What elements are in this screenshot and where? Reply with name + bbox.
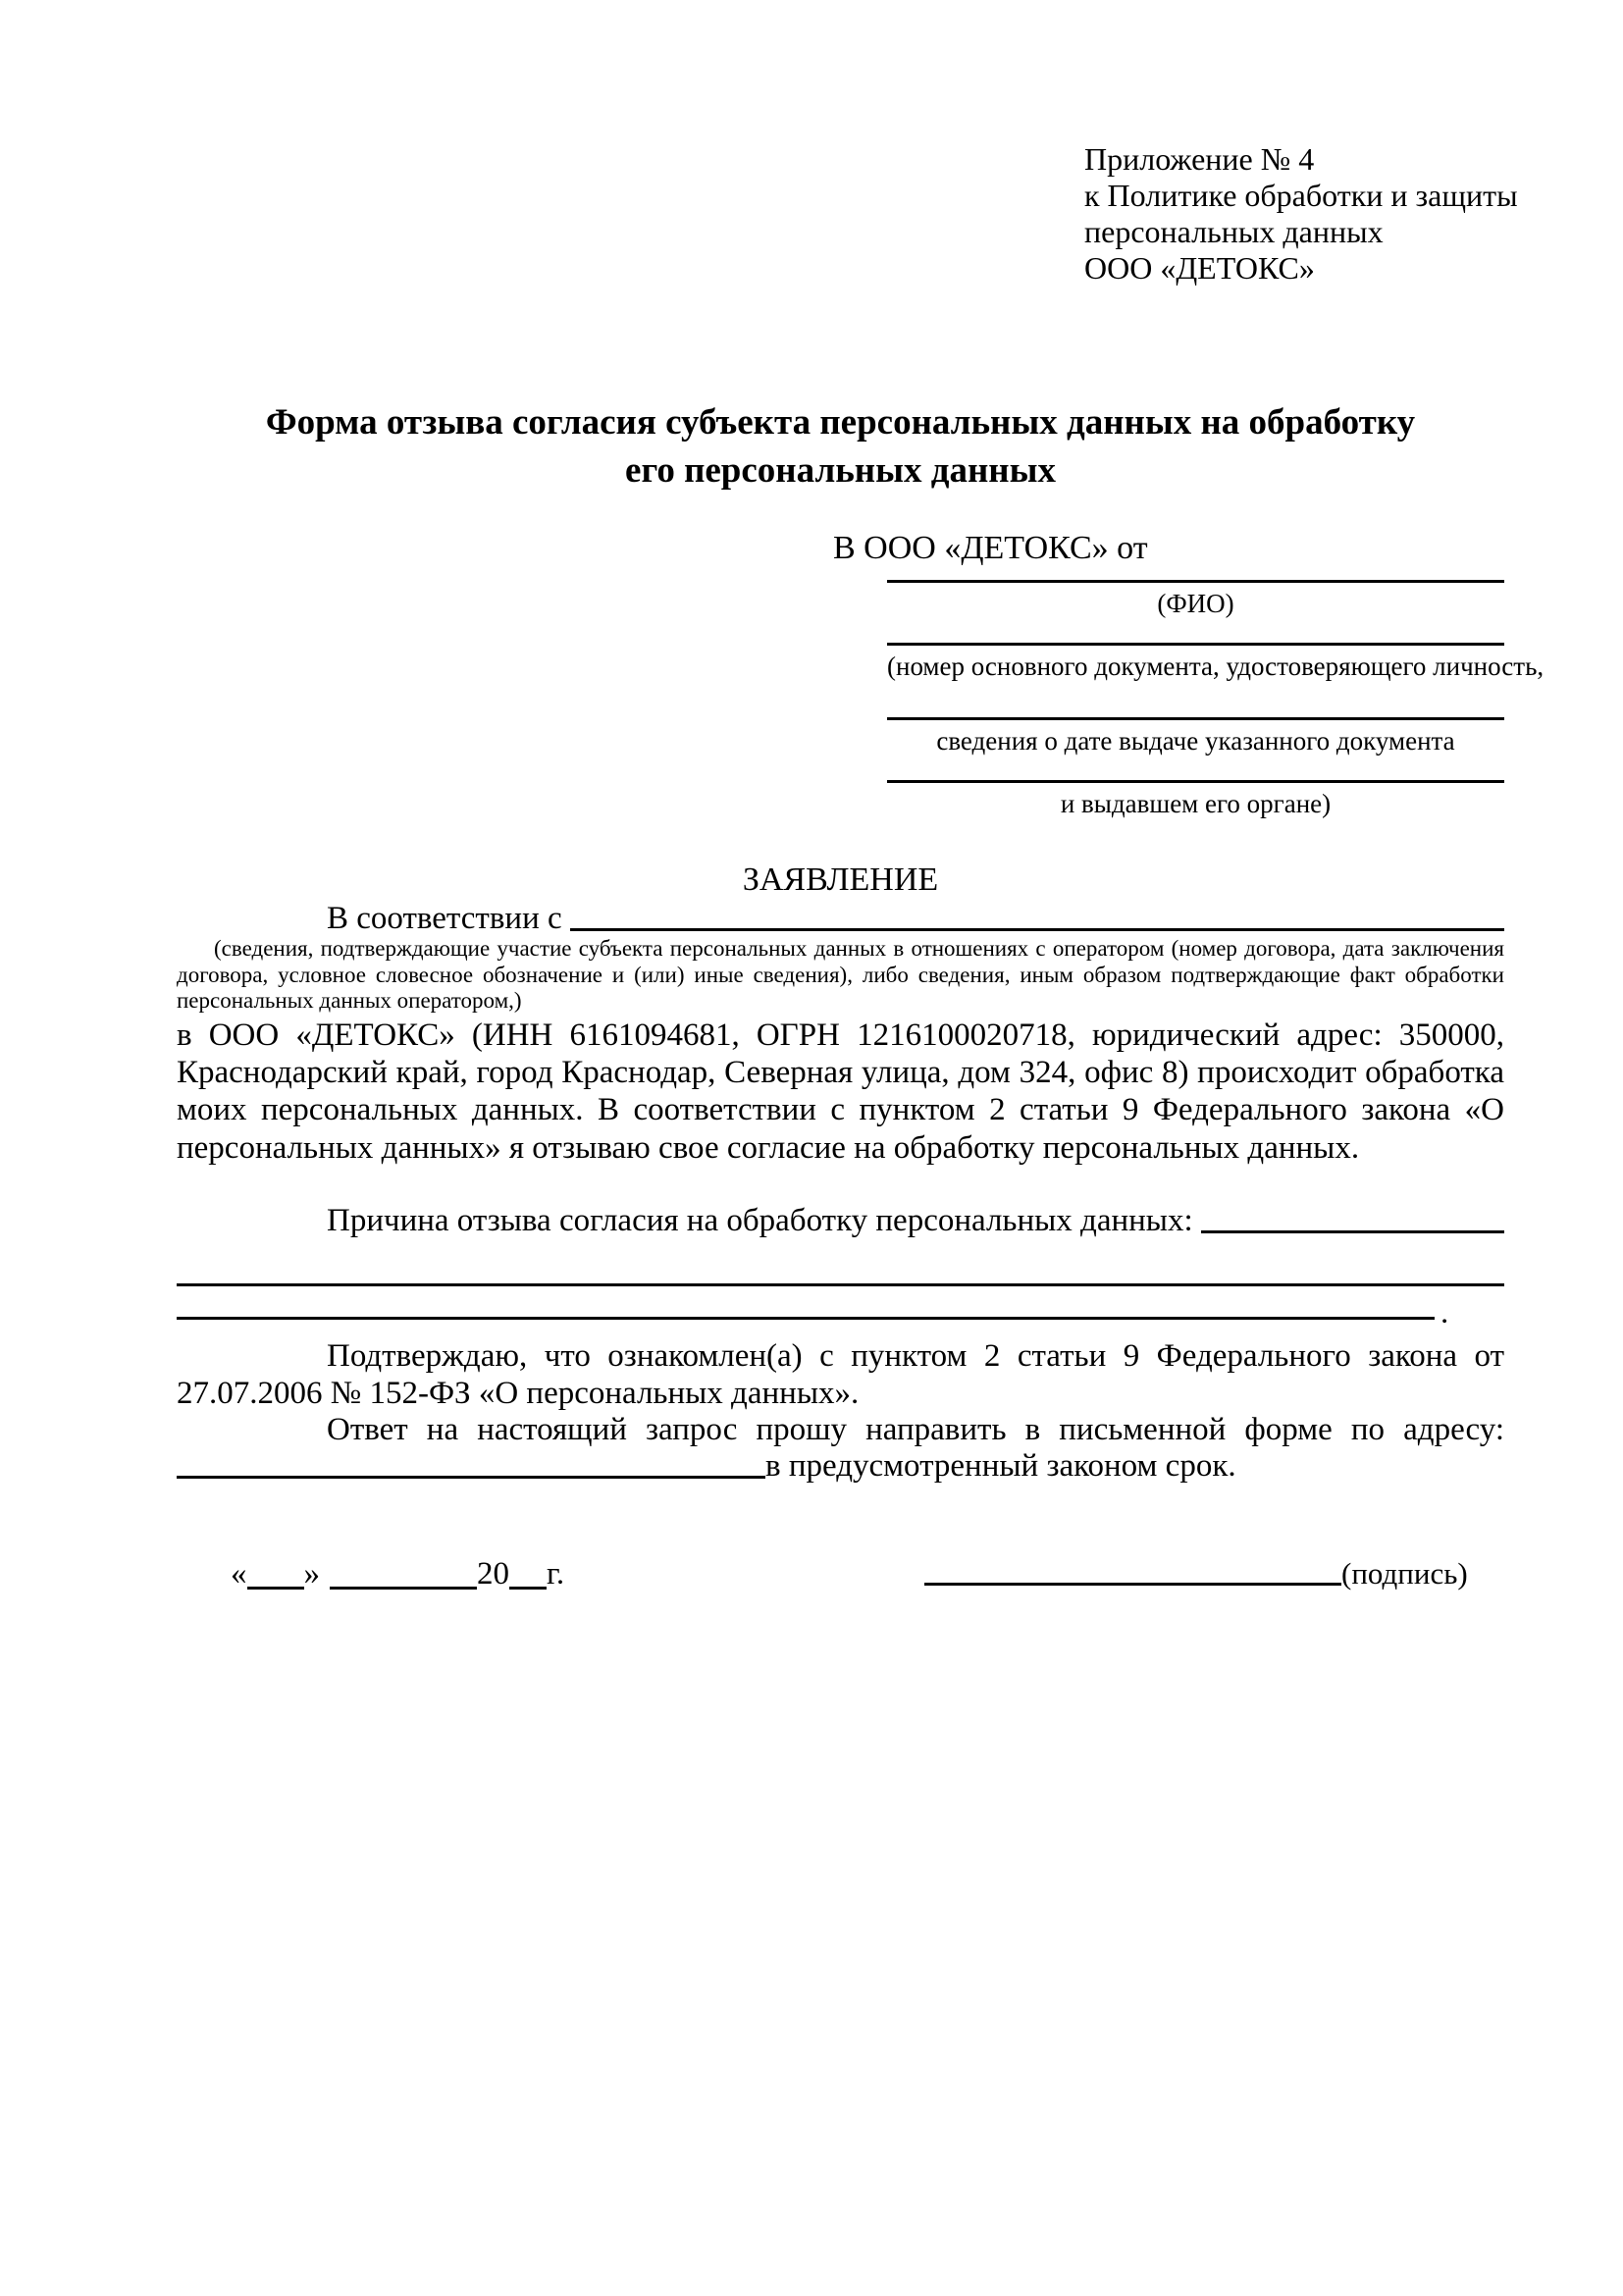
annex-line: персональных данных bbox=[1084, 214, 1384, 249]
document-number-blank-field[interactable] bbox=[887, 643, 1504, 646]
document-title-line: его персональных данных bbox=[625, 450, 1056, 491]
statement-body: в ООО «ДЕТОКС» (ИНН 6161094681, ОГРН 1216100020718, юридический адрес: 350000, Краснодарский край, город Краснодар, Северная улица, дом 324, офис 8) происходит обработка моих персональных данных. В соответствии с пунктом 2 статьи 9 Федерального закона «О персональных данных» я отзываю свое согласие на обработку персональных данных. bbox=[177, 1018, 1504, 1166]
reply-suffix-label: в предусмотренный законом срок. bbox=[765, 1448, 1236, 1484]
year-prefix: 20 bbox=[477, 1556, 509, 1592]
issue-date-caption: сведения о дате выдаче указанного документа bbox=[936, 726, 1455, 756]
quote-open: « bbox=[231, 1556, 247, 1592]
annex-line: ООО «ДЕТОКС» bbox=[1084, 250, 1315, 286]
annex-note bbox=[1084, 141, 1518, 287]
signature-blank-field[interactable] bbox=[924, 1556, 1341, 1586]
intro-prefix-label: В соответствии с bbox=[327, 901, 562, 936]
document-number-caption: (номер основного документа, удостоверяющего личность, bbox=[887, 652, 1544, 681]
reply-address-blank-field[interactable] bbox=[177, 1448, 765, 1479]
month-blank-field[interactable] bbox=[330, 1565, 477, 1590]
issuing-authority-blank-field[interactable] bbox=[887, 780, 1504, 783]
addressee-to-label: В ООО «ДЕТОКС» от bbox=[833, 530, 1148, 566]
fio-blank-field[interactable] bbox=[887, 580, 1504, 583]
signature-line bbox=[924, 1556, 1513, 1592]
fine-print-note: (сведения, подтверждающие участие субъекта персональных данных в отношениях с оператором (номер договора, дата заключения договора, условное словесное обозначение и (или) иные сведения), либо сведения, иным образом подтверждающие факт обработки персональных данных оператором,) bbox=[177, 936, 1504, 1013]
reason-line bbox=[177, 1203, 1504, 1239]
year-blank-field[interactable] bbox=[509, 1565, 547, 1590]
reason-blank-field[interactable] bbox=[1201, 1203, 1504, 1233]
document-title-line: Форма отзыва согласия субъекта персональных данных на обработку bbox=[265, 402, 1416, 443]
statement-heading: ЗАЯВЛЕНИЕ bbox=[742, 861, 939, 898]
year-suffix: г. bbox=[547, 1556, 565, 1592]
date-line bbox=[231, 1556, 564, 1592]
issue-date-blank-field[interactable] bbox=[887, 717, 1504, 720]
annex-line: к Политике обработки и защиты bbox=[1084, 178, 1518, 213]
annex-line: Приложение № 4 bbox=[1084, 141, 1315, 177]
reply-address-line bbox=[177, 1448, 1504, 1485]
intro-line bbox=[177, 901, 1504, 937]
reason-period: . bbox=[1440, 1295, 1449, 1331]
fio-caption: (ФИО) bbox=[1157, 589, 1234, 618]
document-title bbox=[177, 398, 1504, 495]
confirmation-paragraph: Подтверждаю, что ознакомлен(а) с пунктом 2 статьи 9 Федерального закона от 27.07.2006 № 152-ФЗ «О персональных данных». bbox=[177, 1338, 1504, 1411]
signature-caption: (подпись) bbox=[1341, 1556, 1468, 1591]
reason-label: Причина отзыва согласия на обработку персональных данных: bbox=[327, 1203, 1193, 1238]
reason-blank-line-2[interactable] bbox=[177, 1283, 1504, 1286]
reply-request-line: Ответ на настоящий запрос прошу направить в письменной форме по адресу: bbox=[327, 1412, 1504, 1447]
day-blank-field[interactable] bbox=[247, 1565, 304, 1590]
basis-blank-field[interactable] bbox=[570, 901, 1504, 931]
issuing-authority-caption: и выдавшем его органе) bbox=[1060, 789, 1332, 818]
quote-close: » bbox=[303, 1556, 320, 1592]
reason-blank-line-3[interactable] bbox=[177, 1317, 1435, 1320]
